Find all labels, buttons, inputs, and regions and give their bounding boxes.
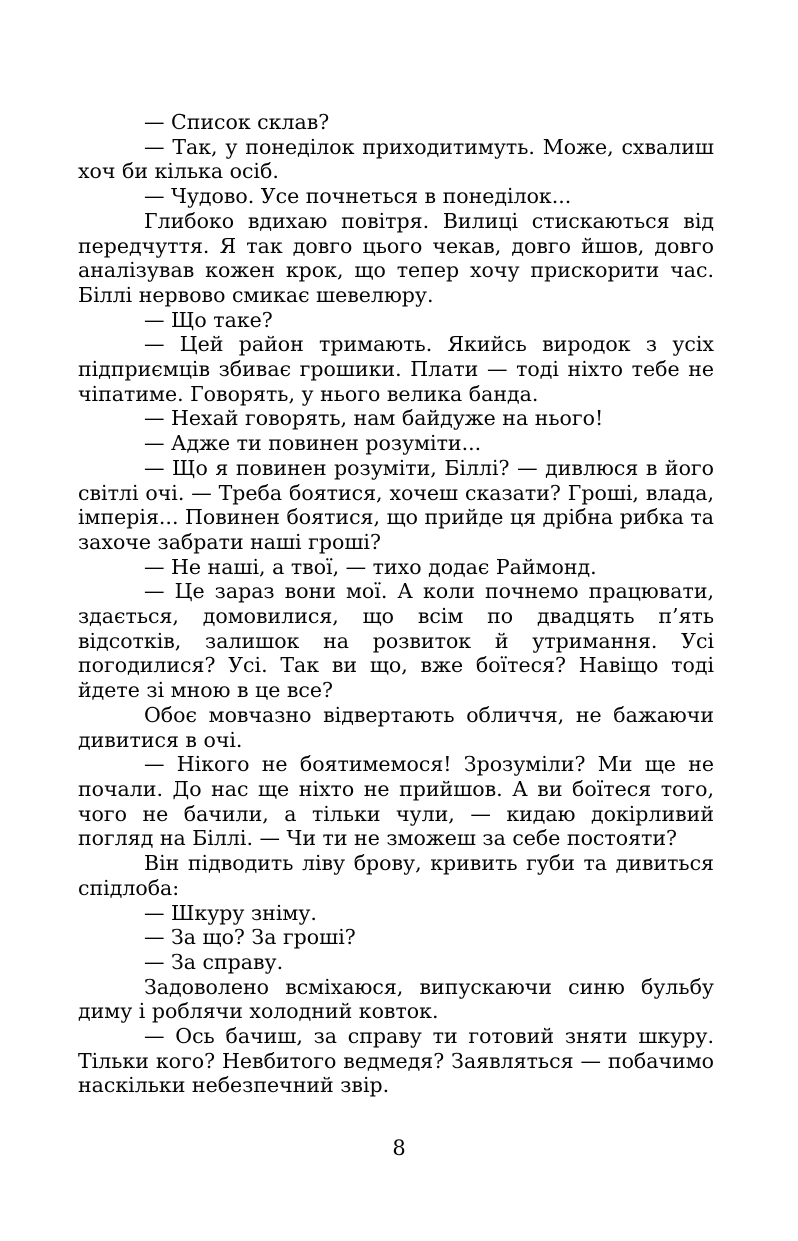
paragraph: Задоволено всміхаюся, випускаючи синю бульбу диму і роблячи холодний ковток. bbox=[78, 974, 714, 1024]
paragraph: — Список склав? bbox=[144, 110, 330, 134]
paragraph: — Що я повинен розуміти, Біллі? — дивлюся в його світлі очі. — Треба боятися, хочеш сказати? Гроші, влада, імперія... Повинен боятися, що прийде ця дрібна рибка та захоче забрати наші гроші? bbox=[78, 455, 714, 554]
paragraph: — Шкуру зніму. bbox=[144, 900, 317, 925]
paragraph: — Нехай говорять, нам байдуже на нього! bbox=[144, 406, 604, 431]
paragraph: — Адже ти повинен розуміти... bbox=[144, 431, 482, 456]
paragraph: — Чудово. Усе почнеться в понеділок... bbox=[144, 184, 572, 209]
paragraph: — Нікого не боятимемося! Зрозуміли? Ми ще не почали. До нас ще ніхто не прийшов. А ви боїтеся того, чого не бачили, а тільки чули, — кидаю докірливий погляд на Біллі. — Чи ти не зможеш за себе постояти? bbox=[78, 752, 714, 851]
paragraph: — За справу. bbox=[144, 949, 284, 974]
page-text-block bbox=[78, 110, 714, 1098]
paragraph: — Що таке? bbox=[144, 307, 273, 332]
paragraph: — За що? За гроші? bbox=[144, 925, 356, 950]
paragraph: — Це зараз вони мої. А коли почнемо працювати, здається, домовилися, що всім по двадцять п’ять відсотків, залишок на розвиток й утримання. Усі погодилися? Усі. Так ви що, вже боїтеся? Навіщо тоді йдете зі мною в це все? bbox=[78, 579, 714, 703]
page-number: 8 bbox=[392, 1136, 406, 1160]
paragraph: Він підводить ліву брову, кривить губи та дивиться спідлоба: bbox=[78, 851, 714, 900]
paragraph: Обоє мовчазно відвертають обличчя, не бажаючи дивитися в очі. bbox=[78, 702, 714, 752]
paragraph: — Не наші, а твої, — тихо додає Раймонд. bbox=[144, 554, 597, 579]
paragraph: — Ось бачиш, за справу ти готовий зняти шкуру. Тільки кого? Невбитого ведмедя? Заявляться — побачимо наскільки небезпечний звір. bbox=[78, 1024, 714, 1098]
paragraph: — Цей район тримають. Якийсь виродок з усіх підприємців збиває грошики. Плати — тоді ніхто тебе не чіпатиме. Говорять, у нього велика банда. bbox=[78, 332, 714, 406]
paragraph: — Так, у понеділок приходитимуть. Може, схвалиш хоч би кілька осіб. bbox=[78, 134, 714, 184]
paragraph: Глибоко вдихаю повітря. Вилиці стискаються від передчуття. Я так довго цього чекав, довго йшов, довго аналізував кожен крок, що тепер хочу прискорити час. Біллі нервово смикає шевелюру. bbox=[78, 208, 714, 307]
